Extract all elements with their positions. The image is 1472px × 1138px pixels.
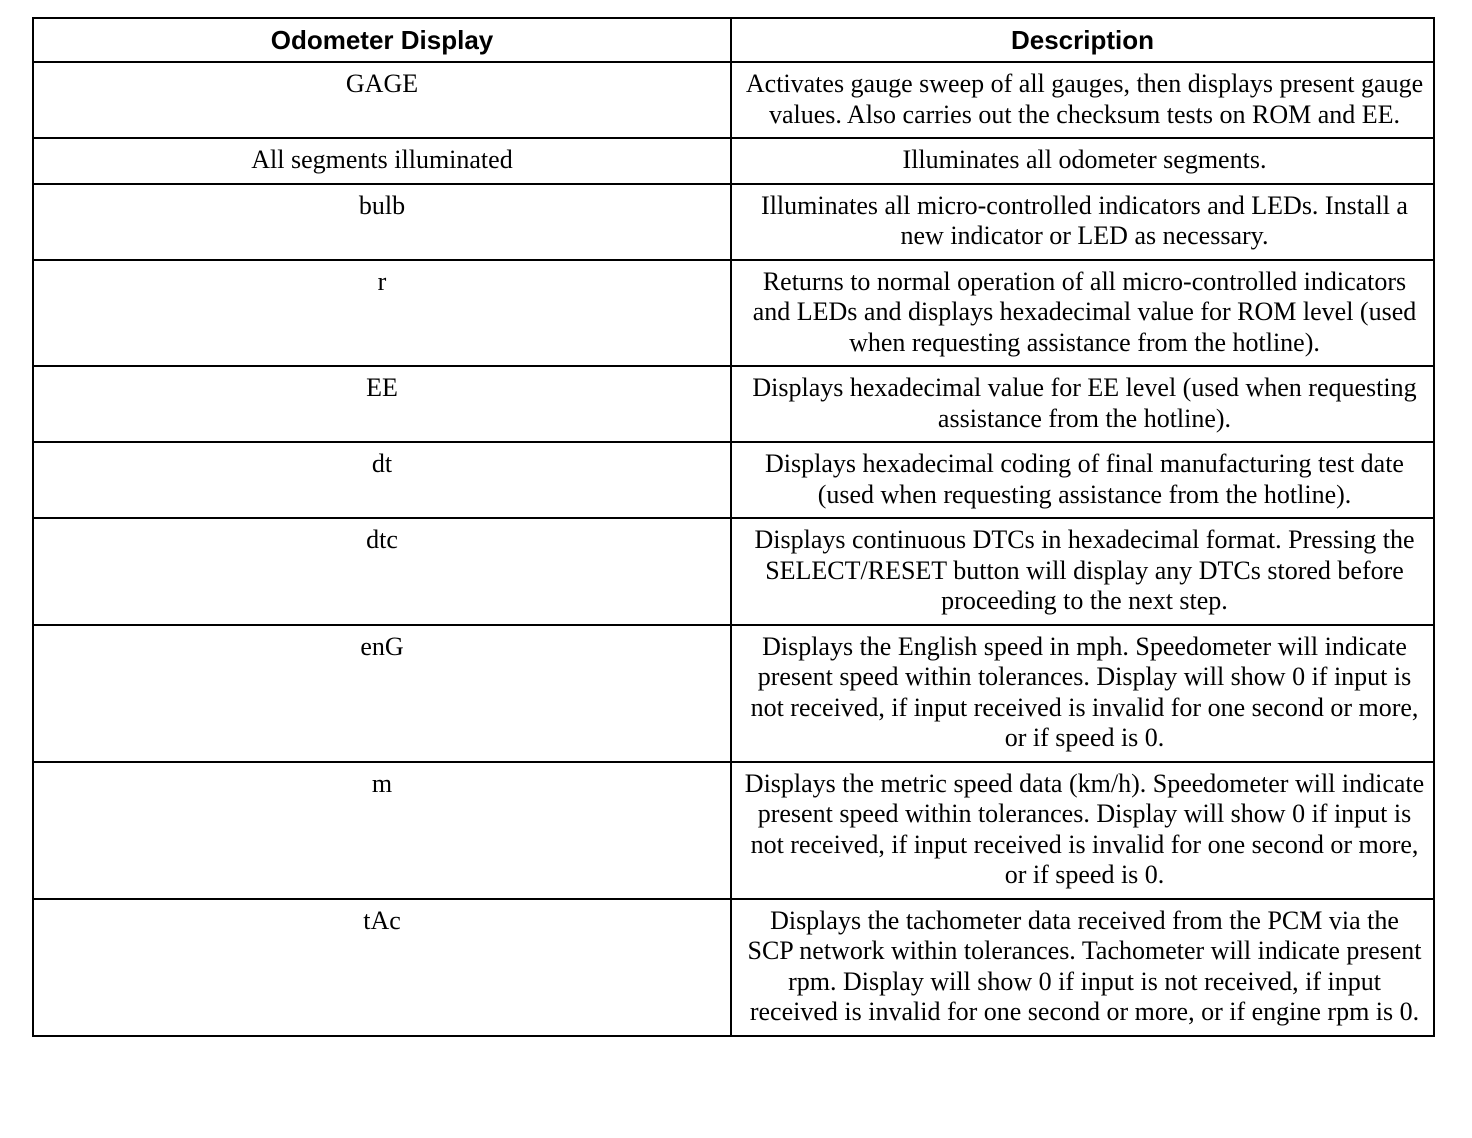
description-cell: Displays the tachometer data received from the PCM via the SCP network within tolerances. Tachometer will indicate present rpm. Display will show 0 if input is not received, if input received is invalid for one second or more, or if engine rpm is 0. [731, 899, 1434, 1036]
description-cell: Returns to normal operation of all micro-controlled indicators and LEDs and displays hexadecimal value for ROM level (used when requesting assistance from the hotline). [731, 260, 1434, 367]
description-cell: Displays the metric speed data (km/h). Speedometer will indicate present speed within tolerances. Display will show 0 if input is not received, if input received is invalid for one second or more, or if speed is 0. [731, 762, 1434, 899]
odometer-display-cell: tAc [33, 899, 731, 1036]
description-cell: Displays hexadecimal coding of final manufacturing test date (used when requesting assistance from the hotline). [731, 442, 1434, 518]
odometer-display-cell: EE [33, 366, 731, 442]
odometer-display-cell: r [33, 260, 731, 367]
table-row [33, 442, 1434, 518]
description-cell: Displays hexadecimal value for EE level (used when requesting assistance from the hotline). [731, 366, 1434, 442]
table-row [33, 260, 1434, 367]
table-row [33, 366, 1434, 442]
odometer-display-cell: dt [33, 442, 731, 518]
header-description: Description [731, 18, 1434, 62]
table-header-row [33, 18, 1434, 62]
description-cell: Activates gauge sweep of all gauges, then displays present gauge values. Also carries out the checksum tests on ROM and EE. [731, 62, 1434, 138]
description-cell: Displays continuous DTCs in hexadecimal format. Pressing the SELECT/RESET button will display any DTCs stored before proceeding to the next step. [731, 518, 1434, 625]
table-row [33, 518, 1434, 625]
table-row [33, 138, 1434, 184]
odometer-display-table [32, 17, 1435, 1037]
description-cell: Displays the English speed in mph. Speedometer will indicate present speed within tolerances. Display will show 0 if input is not received, if input received is invalid for one second or more, or if speed is 0. [731, 625, 1434, 762]
odometer-display-cell: dtc [33, 518, 731, 625]
description-cell: Illuminates all odometer segments. [731, 138, 1434, 184]
header-odometer-display: Odometer Display [33, 18, 731, 62]
odometer-display-cell: m [33, 762, 731, 899]
table-row [33, 62, 1434, 138]
table-row [33, 899, 1434, 1036]
odometer-display-cell: bulb [33, 184, 731, 260]
table-row [33, 762, 1434, 899]
description-cell: Illuminates all micro-controlled indicators and LEDs. Install a new indicator or LED as necessary. [731, 184, 1434, 260]
odometer-display-cell: enG [33, 625, 731, 762]
odometer-display-cell: All segments illuminated [33, 138, 731, 184]
table-row [33, 184, 1434, 260]
table-row [33, 625, 1434, 762]
odometer-display-cell: GAGE [33, 62, 731, 138]
